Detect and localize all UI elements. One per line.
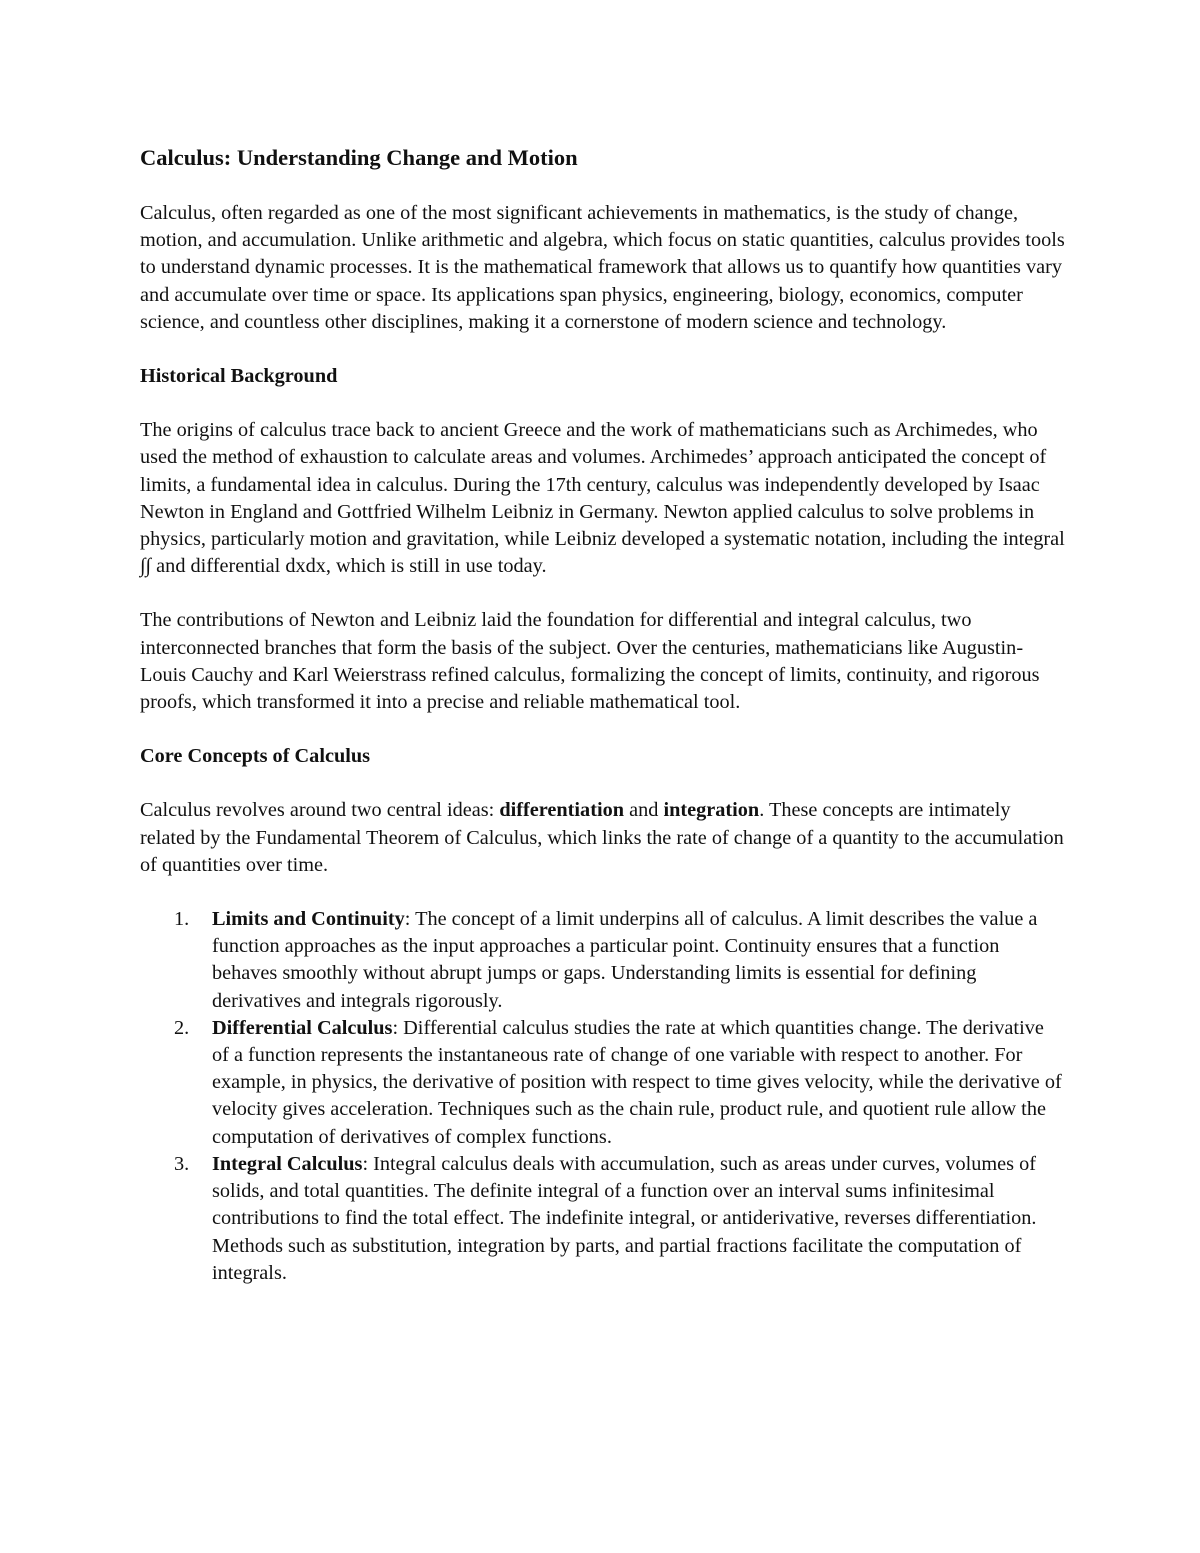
list-item [140, 906, 1065, 1015]
list-item-number: 3. [174, 1152, 190, 1175]
list-item-number: 1. [174, 908, 190, 931]
term-integration: integration [663, 799, 760, 822]
intro-paragraph: Calculus, often regarded as one of the most significant achievements in mathematics, is the study of change, motion, and accumulation. Unlike arithmetic and algebra, which focus on static quantities, calculus provides tools to understand dynamic processes. It is the mathematical framework that allows us to quantify how quantities vary and accumulate over time or space. Its applications span physics, engineering, biology, economics, computer science, and countless other disciplines, making it a cornerstone of modern science and technology. [140, 202, 1065, 333]
document-title: Calculus: Understanding Change and Motion [140, 145, 578, 170]
list-item-term: Differential Calculus [212, 1016, 393, 1039]
core-intro-and: and [624, 799, 664, 822]
core-concepts-intro [140, 797, 1065, 879]
term-differentiation: differentiation [499, 799, 625, 822]
list-item [140, 1015, 1065, 1151]
core-concepts-list [140, 906, 1065, 1287]
list-item-text: : The concept of a limit underpins all of calculus. A limit describes the value a function approaches as the input approaches a particular point. Continuity ensures that a function behaves smoothly without abrupt jumps or gaps. Understanding limits is essential for defining derivatives and integrals rigorously. [212, 908, 1038, 1012]
history-paragraph-1: The origins of calculus trace back to ancient Greece and the work of mathematicians such as Archimedes, who used the method of exhaustion to calculate areas and volumes. Archimedes’ approach anticipated the concept of limits, a fundamental idea in calculus. During the 17th century, calculus was independently developed by Isaac Newton in England and Gottfried Wilhelm Leibniz in Germany. Newton applied calculus to solve problems in physics, particularly motion and gravitation, while Leibniz developed a systematic notation, including the integral ∫∫ and differential dxdx, which is still in use today. [140, 419, 1065, 578]
document-page [140, 143, 1065, 1287]
core-intro-after: . These concepts are intimately related by the Fundamental Theorem of Calculus, which links the rate of change of a quantity to the accumulation of quantities over time. [140, 799, 1064, 876]
core-concepts-heading: Core Concepts of Calculus [140, 745, 371, 768]
history-paragraph-2: The contributions of Newton and Leibniz laid the foundation for differential and integral calculus, two interconnected branches that form the basis of the subject. Over the centuries, mathematicians like Augustin-Louis Cauchy and Karl Weierstrass refined calculus, formalizing the concept of limits, continuity, and rigorous proofs, which transformed it into a precise and reliable mathematical tool. [140, 609, 1040, 714]
list-item-term: Integral Calculus [212, 1152, 363, 1175]
list-item [140, 1151, 1065, 1287]
list-item-text: : Differential calculus studies the rate at which quantities change. The derivative of a function represents the instantaneous rate of change of one variable with respect to another. For example, in physics, the derivative of position with respect to time gives velocity, while the derivative of velocity gives acceleration. Techniques such as the chain rule, product rule, and quotient rule allow the computation of derivatives of complex functions. [212, 1016, 1062, 1148]
history-heading: Historical Background [140, 365, 338, 388]
list-item-number: 2. [174, 1016, 190, 1039]
core-intro-before: Calculus revolves around two central ideas: [140, 799, 500, 822]
list-item-term: Limits and Continuity [212, 908, 405, 931]
list-item-text: : Integral calculus deals with accumulation, such as areas under curves, volumes of solids, and total quantities. The definite integral of a function over an interval sums infinitesimal contributions to find the total effect. The indefinite integral, or antiderivative, reverses differentiation. Methods such as substitution, integration by parts, and partial fractions facilitate the computation of integrals. [212, 1152, 1037, 1284]
